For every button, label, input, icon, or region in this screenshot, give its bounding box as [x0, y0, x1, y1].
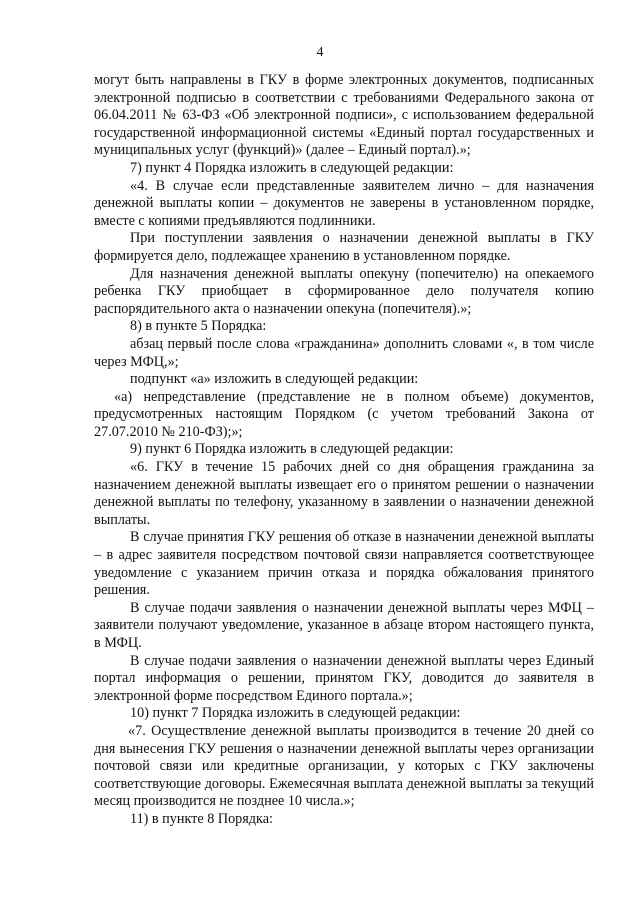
page-number: 4 [316, 45, 324, 60]
paragraph-portal: В случае подачи заявления о назначении денежной выплаты через Единый портал информация о решении, принятом ГКУ, доводится до заявителя в электронной форме посредством Единого портала.»; [94, 652, 594, 704]
paragraph-guardian: Для назначения денежной выплаты опекуну (попечителю) на опекаемого ребенка ГКУ приобщает в сформированное дело получателя копию распорядительного акта о назначении опекуна (попечителя).»; [94, 265, 594, 317]
paragraph-continuation: могут быть направлены в ГКУ в форме электронных документов, подписанных электронной подписью в соответствии с требованиями Федерального закона от 06.04.2011 № 63-ФЗ «Об электронной подписи», с использованием федеральной государственной информационной системы «Единый портал государственных и муниципальных услуг (функций)» (далее – Единый портал).»; [94, 72, 594, 159]
paragraph-mfc: В случае подачи заявления о назначении денежной выплаты через МФЦ – заявители получают уведомление, указанное в абзаце втором настоящего пункта, в МФЦ. [94, 599, 594, 651]
paragraph-clause-6: «6. ГКУ в течение 15 рабочих дней со дня обращения гражданина за назначением денежной выплаты извещает его о принятом решении о назначении денежной выплаты по телефону, указанному в заявлении о назначении денежной выплаты. [94, 459, 594, 528]
paragraph-item-10: 10) пункт 7 Порядка изложить в следующей редакции: [130, 705, 461, 722]
paragraph-subitem-a: подпункт «а» изложить в следующей редакции: [130, 371, 419, 388]
paragraph-clause-4: «4. В случае если представленные заявителем лично – для назначения денежной выплаты копии – документов не заверены в установленном порядке, вместе с копиями предъявляются подлинники. [94, 177, 594, 229]
paragraph-item-8: 8) в пункте 5 Порядка: [130, 318, 267, 335]
paragraph-item-9: 9) пункт 6 Порядка изложить в следующей редакции: [130, 441, 454, 458]
paragraph-case-file: При поступлении заявления о назначении денежной выплаты в ГКУ формируется дело, подлежащее хранению в установленном порядке. [94, 230, 594, 264]
paragraph-refusal: В случае принятия ГКУ решения об отказе в назначении денежной выплаты – в адрес заявителя посредством почтовой связи направляется соответствующее уведомление с указанием причин отказа и порядка обжалования принятого решения. [94, 529, 594, 599]
paragraph-clause-7: «7. Осуществление денежной выплаты производится в течение 20 дней со дня вынесения ГКУ решения о назначении денежной выплаты через организации почтовой связи или кредитные организации, у которых с ГКУ заключены соответствующие договоры. Ежемесячная выплата денежной выплаты за текущий месяц производится не позднее 10 числа.»; [94, 722, 594, 810]
paragraph-first-abzac: абзац первый после слова «гражданина» дополнить словами «, в том числе через МФЦ,»; [94, 335, 594, 370]
paragraph-subitem-a-text: «а) непредставление (представление не в полном объеме) документов, предусмотренных настоящим Порядком (с учетом требований Закона от 27.07.2010 № 210-ФЗ);»; [94, 388, 594, 440]
paragraph-item-7: 7) пункт 4 Порядка изложить в следующей редакции: [130, 159, 454, 176]
paragraph-item-11: 11) в пункте 8 Порядка: [130, 810, 273, 827]
document-body [94, 72, 594, 829]
